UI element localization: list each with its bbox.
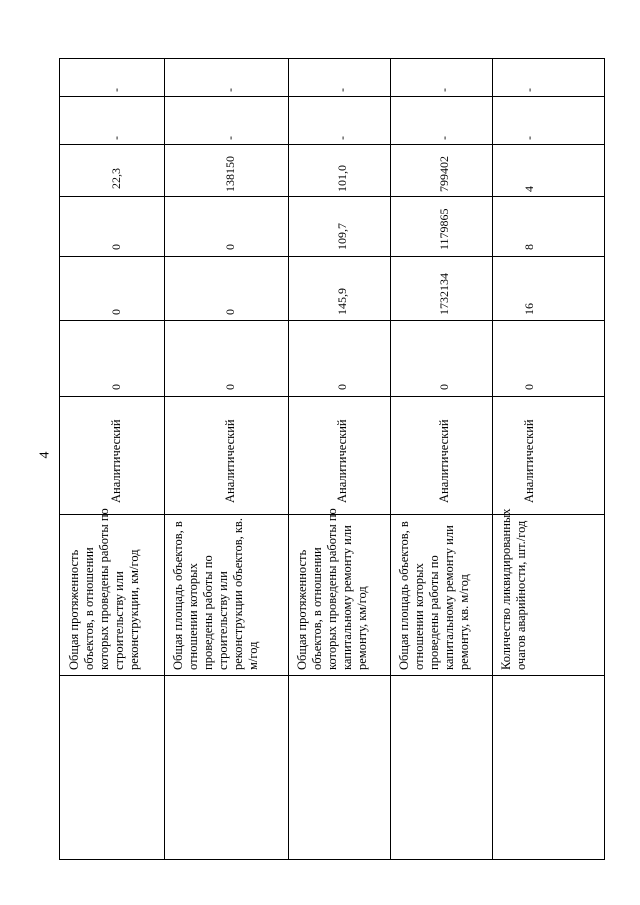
- value-cell: -: [522, 88, 536, 92]
- row-divider: [390, 58, 391, 860]
- method-label: Аналитический: [109, 419, 123, 503]
- column-divider: [59, 320, 605, 321]
- value-cell: -: [335, 88, 349, 92]
- value-cell: 4: [522, 186, 536, 192]
- value-cell: -: [335, 136, 349, 140]
- value-cell: 1179865: [437, 208, 451, 250]
- row-divider: [164, 58, 165, 860]
- value-cell: 0: [223, 244, 237, 250]
- row-divider: [492, 58, 493, 860]
- method-label: Аналитический: [522, 419, 536, 503]
- indicator-label: Общая протяженность объектов, в отношении которых проведены работы по строительству или реконструкции, км/год: [67, 508, 141, 670]
- row-divider: [288, 58, 289, 860]
- value-cell: 0: [522, 384, 536, 390]
- column-divider: [59, 256, 605, 257]
- value-cell: -: [223, 136, 237, 140]
- value-cell: -: [109, 88, 123, 92]
- value-cell: 799402: [437, 156, 451, 192]
- value-cell: -: [437, 136, 451, 140]
- page-number: 4: [37, 451, 53, 459]
- column-divider: [59, 396, 605, 397]
- value-cell: -: [223, 88, 237, 92]
- indicator-label: Количество ликвидированных очагов аварийности, шт./год: [499, 508, 528, 670]
- method-label: Аналитический: [335, 419, 349, 503]
- value-cell: 0: [109, 244, 123, 250]
- indicator-label: Общая площадь объектов, в отношении которых проведены работы по строительству или реконструкции объектов, кв. м/год: [171, 518, 260, 670]
- column-divider: [59, 675, 605, 676]
- value-cell: 0: [335, 384, 349, 390]
- value-cell: 138150: [223, 156, 237, 192]
- method-label: Аналитический: [437, 419, 451, 503]
- value-cell: 101,0: [335, 165, 349, 192]
- column-divider: [59, 96, 605, 97]
- value-cell: 0: [437, 384, 451, 390]
- value-cell: 22,3: [109, 168, 123, 189]
- value-cell: 0: [223, 384, 237, 390]
- value-cell: 109,7: [335, 223, 349, 250]
- indicator-label: Общая протяженность объектов, в отношении которых проведены работы по капитальному ремонту или ремонту, км/год: [295, 508, 369, 670]
- value-cell: -: [522, 136, 536, 140]
- value-cell: 145,9: [335, 288, 349, 315]
- value-cell: 0: [109, 309, 123, 315]
- value-cell: 16: [522, 303, 536, 315]
- rotated-table: [59, 58, 605, 860]
- indicator-label: Общая площадь объектов, в отношении которых проведены работы по капитальному ремонту или ремонту, кв. м/год: [397, 521, 471, 670]
- value-cell: -: [437, 88, 451, 92]
- value-cell: 0: [223, 309, 237, 315]
- value-cell: 8: [522, 244, 536, 250]
- value-cell: -: [109, 136, 123, 140]
- column-divider: [59, 144, 605, 145]
- method-label: Аналитический: [223, 419, 237, 503]
- value-cell: 1732134: [437, 273, 451, 315]
- column-divider: [59, 196, 605, 197]
- value-cell: 0: [109, 384, 123, 390]
